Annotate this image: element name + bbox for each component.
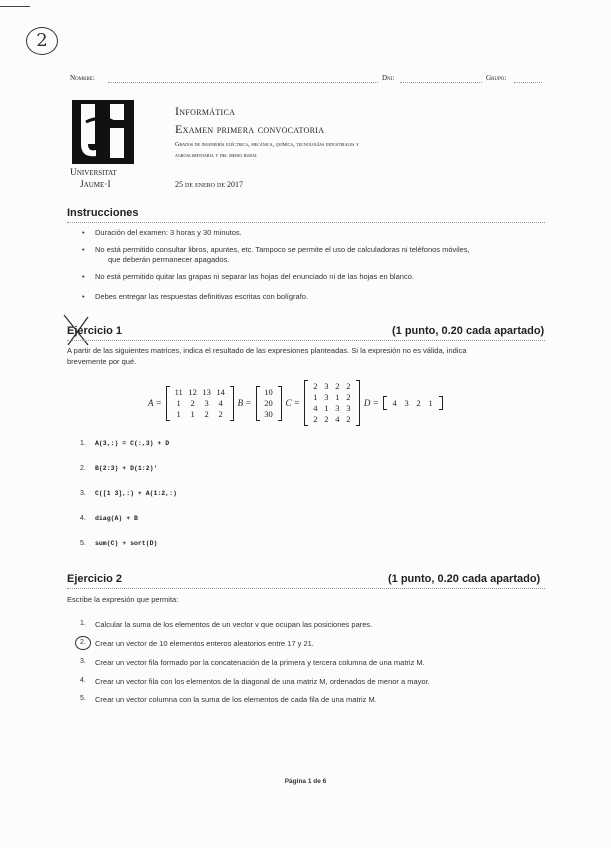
matrix-cell: 1 bbox=[313, 392, 318, 402]
matrix-cell: 2 bbox=[346, 381, 351, 391]
matrix-cell: 12 bbox=[188, 386, 197, 397]
ex2-item-number: 5. bbox=[80, 695, 86, 702]
matrix-cell: 1 bbox=[324, 403, 329, 413]
matrix-cell: 2 bbox=[218, 408, 223, 419]
matrix-a-label: A = bbox=[148, 398, 162, 408]
matrix-cell: 2 bbox=[346, 414, 351, 424]
logo-line1: Universitat bbox=[70, 168, 117, 178]
matrices-row bbox=[148, 380, 443, 426]
group-line bbox=[514, 82, 542, 83]
ex2-intro: Escribe la expresión que permita: bbox=[67, 595, 179, 604]
matrix-cell: 11 bbox=[174, 386, 183, 397]
matrix-cell: 3 bbox=[324, 392, 329, 402]
matrix-cell: 4 bbox=[392, 397, 397, 408]
matrix-cell: 2 bbox=[324, 414, 329, 424]
instructions-rule bbox=[67, 222, 545, 223]
matrix-cell: 1 bbox=[335, 392, 340, 402]
name-label: Nombre: bbox=[70, 74, 95, 82]
ex2-item-text: Crear un vector fila con los elementos de la diagonal de una matriz M, ordenados de menor a mayor. bbox=[95, 677, 430, 686]
instruction-item: Debes entregar las respuestas definitivas escritas con bolígrafo. bbox=[95, 292, 309, 301]
ex2-item-number: 3. bbox=[80, 658, 86, 665]
exam-degrees-2: agroalimentaria y del medio rural bbox=[175, 152, 258, 159]
ex1-item-number: 3. bbox=[80, 490, 86, 497]
exam-degrees-1: Grados de ingeniería eléctrica, mecánica, química, tecnologías industriales y bbox=[175, 141, 359, 148]
matrix-cell: 4 bbox=[313, 403, 318, 413]
name-line bbox=[108, 82, 378, 83]
ex2-item-number: 2. bbox=[80, 639, 86, 646]
instruction-item: Duración del examen: 3 horas y 30 minutos. bbox=[95, 228, 242, 237]
matrix-cell: 1 bbox=[428, 397, 433, 408]
ex1-points: (1 punto, 0.20 cada apartado) bbox=[392, 325, 545, 337]
matrix-cell: 2 bbox=[204, 408, 209, 419]
dni-line bbox=[400, 82, 482, 83]
ex2-item-number: 4. bbox=[80, 677, 86, 684]
ex1-item-code: C([1 3],:) + A(1:2,:) bbox=[95, 490, 177, 497]
ex1-item-code: B(2:3) + D(1:2)' bbox=[95, 465, 158, 472]
ex1-intro-1: A partir de las siguientes matrices, indica el resultado de las expresiones planteadas. Si la expresión no es válida, indica bbox=[67, 346, 467, 355]
matrix-cell: 3 bbox=[324, 381, 329, 391]
page-number-mark-text: 2 bbox=[36, 30, 48, 51]
ex2-item-text: Calcular la suma de los elementos de un vector v que ocupan las posiciones pares. bbox=[95, 620, 373, 629]
dni-label: Dni: bbox=[382, 74, 395, 82]
ex2-item-text: Crear un vector de 10 elementos enteros aleatorios entre 17 y 21. bbox=[95, 639, 314, 648]
matrix-cell: 2 bbox=[335, 381, 340, 391]
matrix-a bbox=[166, 386, 234, 421]
instruction-bullet: • bbox=[82, 272, 85, 281]
ex2-item-number: 1. bbox=[80, 620, 86, 627]
page-footer: Página 1 de 6 bbox=[284, 778, 327, 785]
ex1-item-code: diag(A) + B bbox=[95, 515, 138, 522]
group-label: Grupo: bbox=[486, 74, 507, 82]
instruction-bullet: • bbox=[82, 245, 85, 254]
matrix-cell: 3 bbox=[335, 403, 340, 413]
instruction-bullet: • bbox=[82, 292, 85, 301]
logo-line2: Jaume·I bbox=[80, 180, 111, 190]
ex2-title: Ejercicio 2 bbox=[67, 573, 123, 585]
matrix-cell: 30 bbox=[264, 408, 273, 419]
matrix-cell: 3 bbox=[404, 397, 409, 408]
instruction-bullet: • bbox=[82, 228, 85, 237]
ex1-title: Ejercicio 1 bbox=[67, 325, 123, 337]
instruction-item: No está permitido quitar las grapas ni separar las hojas del enunciado ni de las hojas en blanco. bbox=[95, 272, 414, 281]
ex2-rule bbox=[67, 588, 545, 589]
matrix-cell: 14 bbox=[216, 386, 225, 397]
ex1-item-number: 4. bbox=[80, 515, 86, 522]
university-logo bbox=[72, 100, 134, 164]
ex1-intro-2: brevemente por qué. bbox=[67, 357, 137, 366]
matrix-cell: 3 bbox=[346, 403, 351, 413]
ex1-item-number: 5. bbox=[80, 540, 86, 547]
matrix-cell: 4 bbox=[218, 397, 223, 408]
instruction-item-cont: que deberán permanecer apagados. bbox=[108, 255, 230, 264]
ex2-item-text: Crear un vector fila formado por la concatenación de la primera y tercera columna de una matriz M. bbox=[95, 658, 425, 667]
ex2-points: (1 punto, 0.20 cada apartado) bbox=[388, 573, 541, 585]
handwritten-page-number bbox=[26, 27, 58, 55]
matrix-cell: 20 bbox=[264, 397, 273, 408]
exam-title-call: Examen primera convocatoria bbox=[175, 122, 325, 136]
ex1-item-code: sum(C) + sort(D) bbox=[95, 540, 158, 547]
ex2-item-text: Crear un vector columna con la suma de los elementos de cada fila de una matriz M. bbox=[95, 695, 377, 704]
ex1-item-number: 1. bbox=[80, 440, 86, 447]
corner-scribble bbox=[0, 6, 30, 7]
ex1-item-number: 2. bbox=[80, 465, 86, 472]
instructions-heading: Instrucciones bbox=[67, 207, 139, 219]
matrix-b bbox=[256, 386, 282, 421]
matrix-cell: 3 bbox=[204, 397, 209, 408]
matrix-cell: 13 bbox=[202, 386, 211, 397]
matrix-cell: 1 bbox=[176, 397, 181, 408]
ex1-rule bbox=[67, 340, 545, 341]
matrix-b-label: B = bbox=[237, 398, 252, 408]
matrix-cell: 2 bbox=[313, 414, 318, 424]
matrix-d-label: D = bbox=[363, 398, 379, 408]
ex1-item-code: A(3,:) = C(:,3) + D bbox=[95, 440, 170, 447]
matrix-cell: 2 bbox=[346, 392, 351, 402]
matrix-cell: 2 bbox=[313, 381, 318, 391]
matrix-cell: 4 bbox=[335, 414, 340, 424]
matrix-cell: 10 bbox=[264, 386, 273, 397]
matrix-c bbox=[304, 380, 360, 426]
matrix-cell: 2 bbox=[190, 397, 195, 408]
exam-date: 25 de enero de 2017 bbox=[175, 180, 243, 189]
matrix-cell: 2 bbox=[416, 397, 421, 408]
matrix-d bbox=[383, 396, 443, 410]
matrix-cell: 1 bbox=[190, 408, 195, 419]
matrix-cell: 1 bbox=[176, 408, 181, 419]
instruction-item: No está permitido consultar libros, apuntes, etc. Tampoco se permite el uso de calculadoras ni teléfonos móviles, bbox=[95, 245, 470, 254]
exam-title-subject: Informática bbox=[175, 104, 236, 118]
matrix-c-label: C = bbox=[285, 398, 300, 408]
